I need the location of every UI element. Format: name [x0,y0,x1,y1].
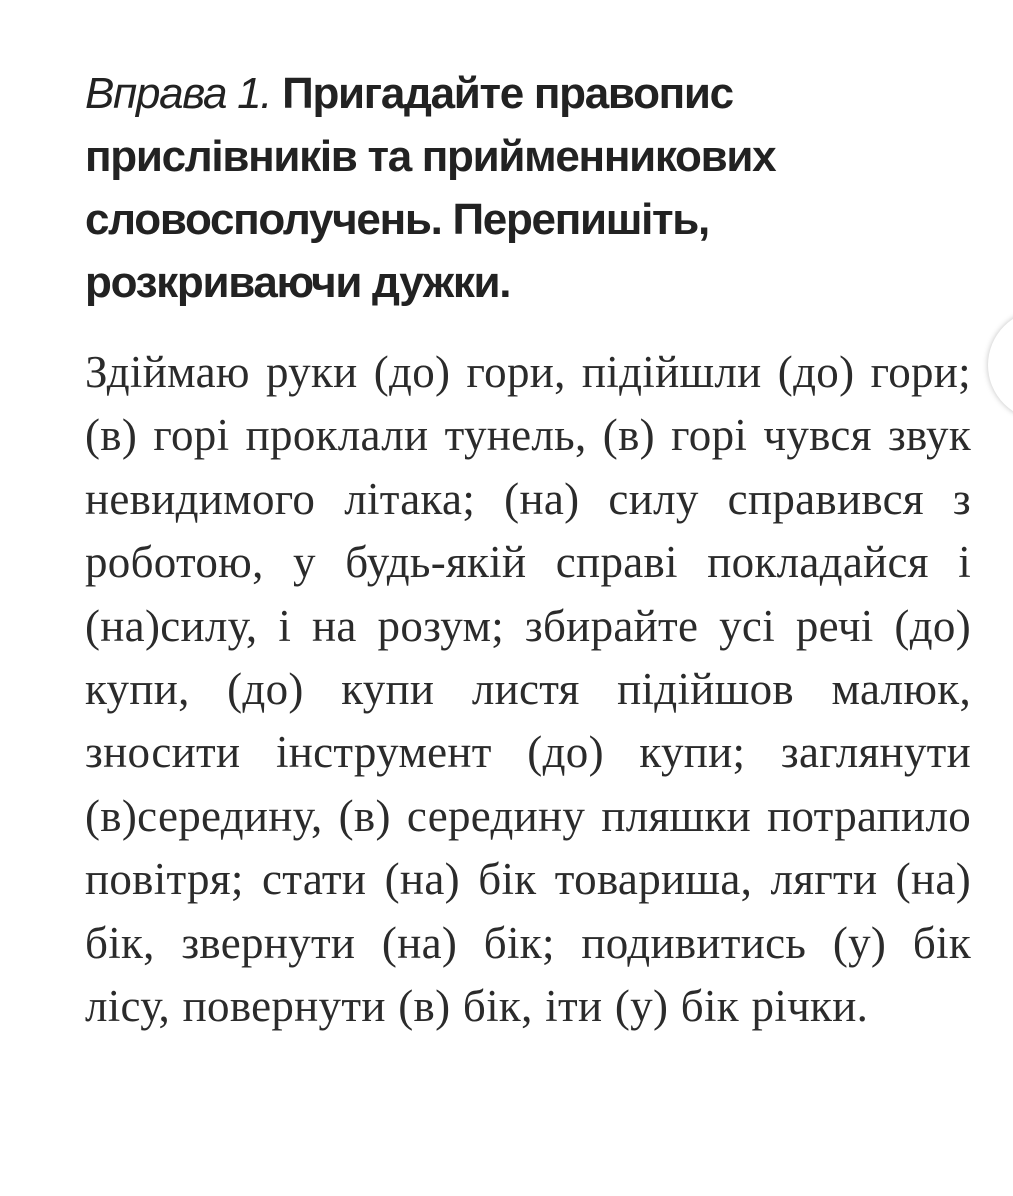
exercise-text: Здіймаю руки (до) гори, підійшли (до) гори; (в) горі проклали тунель, (в) горі чувся звук невидимого літака; (на) силу справився з роботою, у будь-якій справі покладайся і (на)силу, і на розум; збирайте усі речі (до) купи, (до) купи листя підійшов малюк, зносити інструмент (до) купи; заглянути (в)середину, (в) середину пляшки потрапило повітря; стати (на) бік товариша, лягти (на) бік, звернути (на) бік; подивитись (у) бік лісу, повернути (в) бік, іти (у) бік річки. [85,347,971,1032]
exercise-label: Вправа 1. [85,69,272,118]
side-scroll-tab[interactable] [988,310,1013,420]
exercise-heading [85,62,971,314]
exercise-block [85,62,971,1038]
exercise-instruction: Пригадайте правопис прислівників та прийменникових словосполучень. Перепишіть, розкриваючи дужки. [85,69,776,307]
